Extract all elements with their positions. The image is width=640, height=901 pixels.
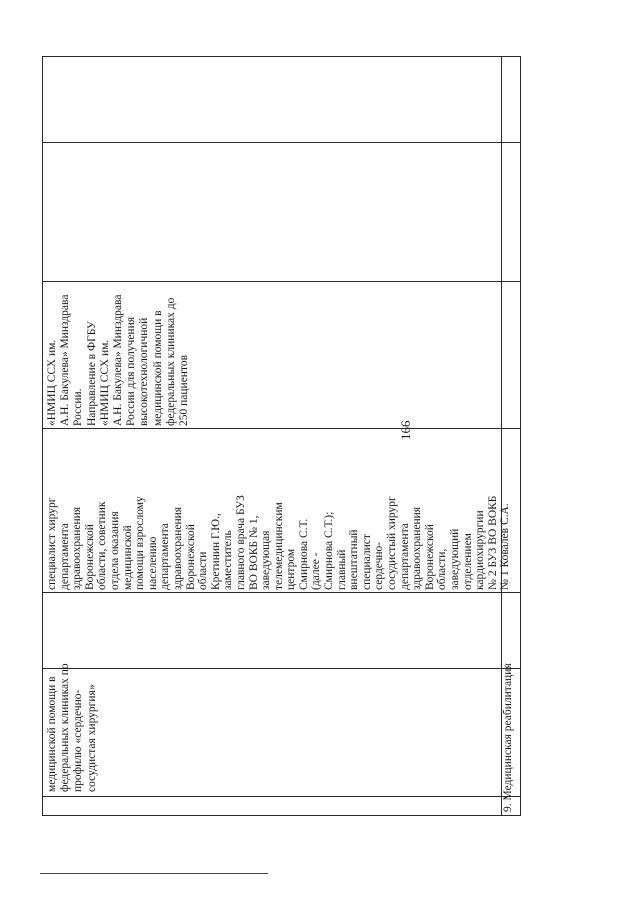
cell-line: № 2 БУЗ ВО ВОКБ bbox=[486, 495, 499, 590]
table-top-border bbox=[42, 56, 520, 57]
table-rule-1 bbox=[42, 142, 520, 143]
cell-line: «НМИЦ ССХ им. bbox=[46, 339, 58, 426]
cell-line: Воронежской bbox=[83, 524, 96, 590]
cell-line: Воронежской bbox=[423, 524, 436, 590]
cell-line: медицинской bbox=[121, 525, 134, 590]
cell-line: департамента bbox=[159, 523, 172, 590]
cell-line: А.Н. Бакулева» Минздрава bbox=[112, 294, 125, 426]
cell-line: населению bbox=[146, 536, 159, 590]
table-rule-2 bbox=[42, 281, 520, 282]
cell-line: сосудистый хирург bbox=[386, 496, 399, 590]
cell-line: А.Н. Бакулева» Минздрава bbox=[59, 294, 72, 426]
cell-line: центром bbox=[285, 548, 298, 590]
cell-line: федеральных клиниках по bbox=[59, 663, 72, 792]
table-rule-6 bbox=[42, 796, 520, 797]
cell-line: заведующая bbox=[260, 530, 273, 590]
table-bottom-border bbox=[42, 815, 520, 816]
cell-line: заведующий bbox=[449, 528, 461, 590]
table-rule-4 bbox=[42, 592, 520, 593]
cell-line: заместитель bbox=[222, 530, 235, 590]
cell-line: Воронежской bbox=[184, 524, 197, 590]
cell-line: отдела оказания bbox=[108, 511, 121, 590]
cell-col3 bbox=[46, 495, 512, 590]
cell-line: России для получения bbox=[125, 316, 138, 426]
cell-line: телемедицинским bbox=[272, 502, 285, 590]
table-rule-3 bbox=[42, 428, 520, 429]
cell-line: департамента bbox=[398, 523, 411, 590]
cell-col1 bbox=[46, 663, 99, 792]
cell-line: области, советник bbox=[96, 501, 109, 590]
cell-line: России. bbox=[72, 388, 85, 426]
cell-line: внештатный bbox=[348, 529, 361, 590]
cell-line: специалист bbox=[360, 534, 373, 590]
cell-line: области, bbox=[436, 548, 449, 590]
cell-line: 250 пациентов bbox=[178, 354, 191, 426]
table-rule-5 bbox=[42, 668, 520, 669]
table-left-border bbox=[42, 56, 43, 816]
cell-line: медицинской помощи в bbox=[151, 310, 164, 426]
cell-line: департамента bbox=[58, 523, 71, 590]
cell-line: высокотехнологичной bbox=[138, 317, 151, 426]
cell-line: (далее - bbox=[310, 552, 323, 590]
cell-line: Смирнова С.Т. bbox=[297, 518, 310, 590]
section-heading bbox=[502, 663, 515, 812]
cell-line: области bbox=[197, 551, 210, 590]
section-label: 9. Медицинская реабилитация bbox=[502, 663, 514, 812]
cell-line: кардиохирургии bbox=[474, 510, 487, 590]
cell-line: сердечно- bbox=[373, 541, 386, 590]
cell-line: специалист хирург bbox=[46, 497, 58, 590]
cell-line: № 1 Ковалев С.А. bbox=[499, 503, 512, 590]
cell-line: здравоохранения bbox=[71, 506, 84, 590]
cell-line: главный bbox=[335, 549, 348, 590]
cell-line: «НМИЦ ССХ им. bbox=[98, 339, 111, 426]
cell-line: сосудистая хирургия» bbox=[85, 684, 98, 792]
cell-line: отделением bbox=[461, 533, 474, 590]
cell-line: Смирнова С.Т.); bbox=[323, 511, 336, 590]
cell-line: главного врача БУЗ bbox=[234, 495, 247, 590]
cell-col4 bbox=[46, 295, 191, 426]
cell-line: медицинской помощи в bbox=[46, 676, 58, 792]
footnote-rule bbox=[40, 873, 268, 874]
cell-line: здравоохранения bbox=[411, 506, 424, 590]
cell-line: профилю «сердечно- bbox=[72, 689, 85, 792]
table-right-border bbox=[520, 56, 521, 816]
cell-line: Кретинин Г.Ю., bbox=[209, 513, 222, 590]
cell-line: Направление в ФГБУ bbox=[85, 320, 98, 426]
cell-line: федеральных клиниках до bbox=[164, 297, 177, 426]
page-number: 166 bbox=[398, 420, 413, 440]
cell-line: здравоохранения bbox=[171, 506, 184, 590]
cell-line: ВО ВОКБ № 1, bbox=[247, 515, 260, 590]
cell-line: помощи взрослому bbox=[134, 496, 147, 590]
